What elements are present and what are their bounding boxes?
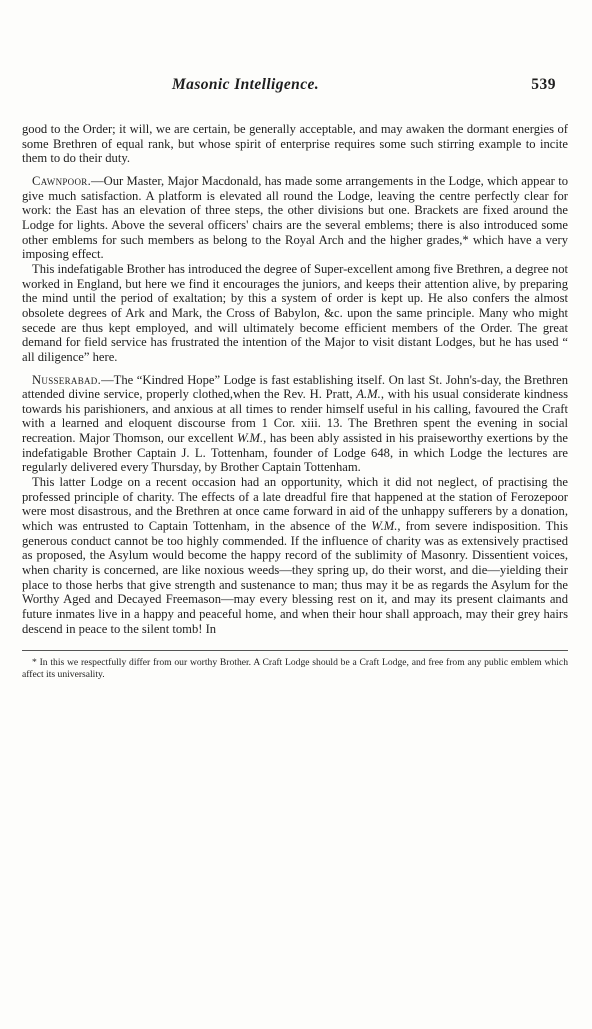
paragraph-cawnpoor (22, 174, 568, 262)
body-text (22, 122, 568, 636)
paragraph-cawnpoor-text: —Our Master, Major Macdonald, has made some arrangements in the Lodge, which appear to give much satisfaction. A platform is elevated all round the Lodge, leaving the centre perfectly clear for work: the East has an elevation of three steps, the other divisions but one. Brackets are fixed around the Lodge for lights. Above the several officers' chairs are the several emblems; there is also introduced some other emblems for such members as belong to the Royal Arch and the higher grades,* which have a very imposing effect. (22, 173, 568, 262)
page-number: 539 (531, 76, 556, 93)
section-heading-cawnpoor: Cawnpoor. (32, 173, 92, 188)
nusserabad-text-a: —The “Kindred Hope” Lodge is fast establishing itself. On last St. John's-day, the Brethren attended divine service, properly clothed,when the Rev. H. Pratt, (22, 372, 568, 402)
paragraph-nusserabad (22, 373, 568, 476)
nusserabad-text-b: , with his usual considerate kindness towards his parishioners, and anxious at all times to render himself useful in his calling, favoured the Craft with a learned and eloquent discourse from 1 Cor. xiii. 13. The Brethren spent the evening in social recreation. Major Thomson, our excellent (22, 387, 568, 446)
footnote: * In this we respectfully differ from our worthy Brother. A Craft Lodge should be a Craft Lodge, and free from any public emblem which affect its universality. (22, 657, 568, 680)
charity-wm: W.M. (371, 519, 398, 534)
charity-text-a: This latter Lodge on a recent occasion had an opportunity, which it did not neglect, of practising the professed principle of charity. The effects of a late dreadful fire that happened at the station of Ferozepoor were most disastrous, and the Brethren at once came forward in aid of the unhappy sufferers by a donation, which was entrusted to Captain Tottenham, in the absence of the (22, 475, 568, 534)
page (22, 76, 568, 680)
nusserabad-am: A.M. (356, 387, 381, 402)
nusserabad-text-c: , has been ably assisted in his praiseworthy exertions by the indefatigable Brother Captain J. L. Tottenham, founder of Lodge 648, in which Lodge the lectures are regularly delivered every Thursday, by Brother Captain Tottenham. (22, 431, 569, 475)
nusserabad-wm: W.M. (236, 431, 264, 446)
running-head: Masonic Intelligence. (172, 76, 320, 93)
charity-text-b: , from severe indisposition. This generous conduct cannot be too highly commended. If the influence of charity was as extensively practised as proposed, the Asylum would become the happy record of the sublimity of Masonry. Dissentient voices, when charity is concerned, are like noxious weeds—they spring up, do their worst, and die—yielding their place to those herbs that give strength and sustenance to man; thus may it be as regards the Asylum for the Worthy Aged and Decayed Freemason—may every blessing rest on it, and may its present claimants and future inmates live in a happy and peaceful home, and when their hour shall approach, may their grey hairs descend in peace to the silent tomb! In (22, 519, 568, 636)
page-header (22, 76, 568, 102)
paragraph-charity (22, 475, 568, 636)
paragraph-intro: good to the Order; it will, we are certain, be generally acceptable, and may awaken the dormant energies of some Brethren of equal rank, but whose spirit of enterprise requires some such stirring example to incite them to do their duty. (22, 122, 568, 166)
footnote-divider (22, 650, 568, 651)
paragraph-super-excellent: This indefatigable Brother has introduced the degree of Super-excellent among five Brethren, a degree not worked in England, but here we find it encourages the juniors, and keeps their attention alive, by preparing the mind until the period of exaltation; by this a system of order is kept up. He also confers the almost obsolete degrees of Ark and Mark, the Cross of Babylon, &c. upon the same principle. Many who might secede are thus kept employed, and will ultimately become efficient members of the Order. The great demand for field service has frustrated the intention of the Major to visit distant Lodges, but he has used “ all diligence” here. (22, 261, 568, 364)
section-heading-nusserabad: Nusserabad. (32, 372, 102, 387)
